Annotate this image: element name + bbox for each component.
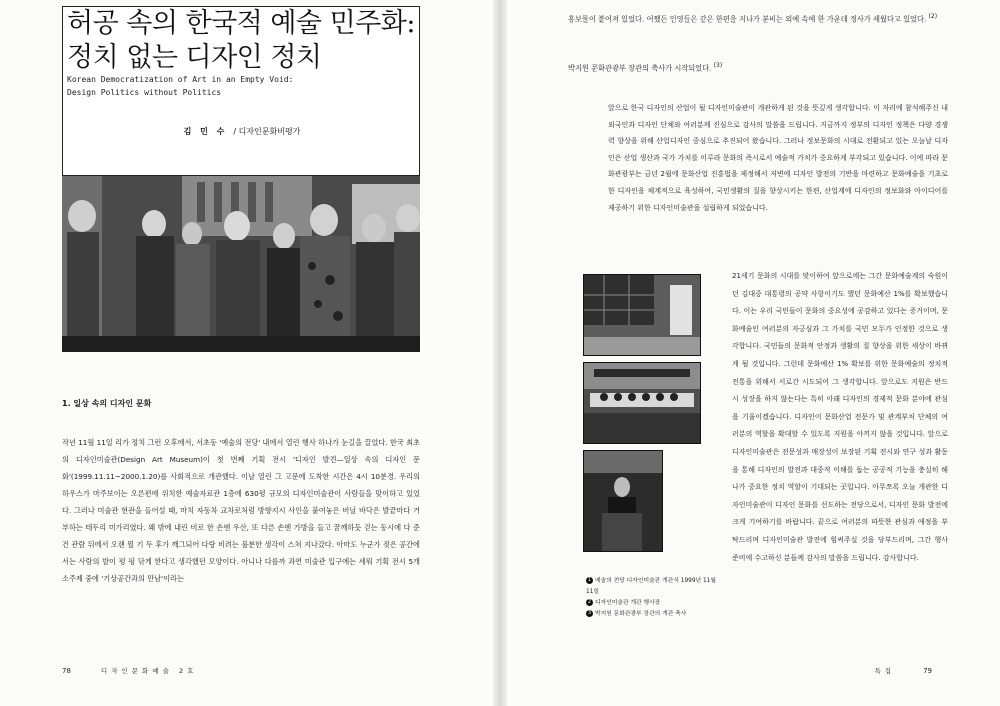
photo-museum-interior	[583, 274, 701, 356]
photo-soldiers	[62, 176, 420, 352]
left-folio	[62, 666, 197, 675]
right-folio	[875, 666, 932, 675]
caption-item	[586, 609, 716, 620]
caption-number: 1	[587, 577, 592, 583]
speech-intro	[568, 62, 948, 73]
caption-text: 박지원 문화관광부 장관의 개관 축사	[595, 611, 687, 617]
speech-paragraph: 앞으로 한국 디자인의 산업이 될 디자인미술관이 개관하게 된 것을 뜻깊게 생각합니다. 이 자리에 참석해주신 내외국인과 디자인 단체와 여러분께 진심으로 감사의 말씀을 드립니다. 지금까지 정부의 디자인 정책은 다양 경쟁력 향상을 위해 산업디자인 중심으로 추진되어 왔습니다. 그러나 정보문화의 시대로 전환되고 있는 오늘날 디자인은 산업 생산과 국가 가치를 이루라 문화의 즉시로서 예술적 가치가 중요하게 부각되고 있습니다. 이에 따라 문화관광부는 금년 2월에 문화산업 진흥법을 제정해서 저변에 디자인 발전의 기반을 마련하고 문화예술을 기초로 한 디자인을 체계적으로 육성하여, 국민생활의 질을 향상시키는 한편, 산업계에 디자인의 정보화와 아이디어를 제공하기 위한 디자인미술관을 설립하게 되었습니다.	[608, 104, 948, 212]
author-role: / 디자인문화비평가	[233, 127, 301, 136]
speech-quote	[608, 100, 948, 216]
footnote-ref: (3)	[713, 62, 723, 69]
page-gutter	[493, 0, 507, 706]
footnote-ref: (2)	[928, 13, 938, 20]
caption-item	[586, 576, 716, 598]
section-heading: 1. 일상 속의 디자인 문화	[62, 399, 152, 408]
right-running-head: 특집	[874, 667, 896, 675]
right-top-paragraph: 홍보물이 붙어져 있었다. 어쨌든 인영들은 같은 한편을 지나가 분비는 외에 속에 한 가운데 정사가 세웠다고 있었다.	[568, 14, 927, 24]
article-title: 허공 속의 한국적 예술 민주화: 정치 없는 디자인 정치	[67, 8, 415, 73]
caption-item	[586, 598, 716, 609]
photo-captions	[586, 576, 716, 620]
caption-text: 예술의 전당 디자인미술관 개관식 1999년 11월 11일	[586, 578, 716, 595]
caption-number: 3	[587, 610, 592, 616]
photo-opening-ceremony	[583, 362, 701, 444]
left-body-text	[62, 434, 420, 587]
right-page-number: 79	[923, 667, 932, 675]
left-page-number: 78	[62, 667, 71, 675]
photo-minister-speech	[583, 450, 663, 552]
caption-text: 디자인미술관 개관 행사장	[595, 600, 661, 606]
author-name: 김 민 수	[183, 127, 228, 136]
caption-number: 2	[587, 599, 592, 605]
speech-intro-text: 박지원 문화관광부 장관의 축사가 시작되었다.	[568, 63, 712, 73]
author-line	[63, 126, 421, 137]
left-paragraph: 작년 11월 11일 리가 정치 그런 오후에서, 서초동 '예술의 전당' 내에서 열린 행사 하나가 눈길을 끌었다. 한국 최초의 디자인미술관(Design Art Museum)이 첫 번째 기획 전시 '디자인 발견—일상 속의 디자인 문화'(1999.11.11~2000.1.20)를 사회적으로 개관했다. 이날 열린 그 고문에 도착한 시간은 4시 10분경. 우리의 하우스가 마주보이는 오른편에 위치한 예술자료관 1층에 630평 규모의 디자인미술관이 사람들을 맞이하고 있었다. 그러나 미술관 현관을 들어설 때, 마치 자동차 교차로처럼 방향지시 사인을 붙여놓은 버닐 바닥은 발끝마다 거부하는 테두리 미가리였다. 왜 밖에 내린 비로 한 손엔 우산, 또 다른 손엔 가방을 들고 꿈깨하듯 걷는 동시에 다 준건 관람 뒤에서 오랜 뭘 기 두 후가 깨그되어 다랑 비려는 불분한 생각이 스쳐 지나갔다. 아마도 누군가 젖은 공간에서는 사람의 발이 평 펑 닦게 한다고 생각했던 모양이다. 아니나 다를까 과연 미술관 입구에는 세워 기획 전시 5개 소주제 중에 '기상공간과의 만남'이라는	[62, 438, 420, 583]
article-subtitle-en: Korean Democratization of Art in an Empty Void: Design Politics without Politics	[67, 75, 294, 97]
title-box	[62, 6, 420, 176]
right-column-paragraph: 21세기 문화의 시대를 맞이하여 앞으로에는 그간 문화예술계의 숙원이던 김대중 대통령의 공약 사항이기도 했던 문화예산 1%를 확보했습니다. 이는 우리 국민들이 문화의 중요성에 공감하고 있다는 증거이며, 문화예술인 여러분의 자긍심과 그 가치를 국민 모두가 인정한 것으로 생각합니다. 국민들의 문화적 안정과 생활의 질 향상을 위한 세상이 바뀌게 될 것입니다. 그런데 문화예산 1% 확보를 위한 문화예술의 정치적 전통을 위해서 서로간 시도되어 그 생각합니다. 앞으로도 지원은 반드시 성장을 하지 않는다는 특히 아래 디자인의 경제적 문화 분야에 관심을 기울이겠습니다. 디자인이 문화산업 전문가 및 관계부처 단체의 여러분의 역할을 확대할 수 있도록 지원을 아끼지 않을 것입니다. 앞으로 디자인미술관은 전문성과 매장성이 보장된 기획 전시와 연구 성과 활동을 통해 디자인의 발전과 대중적 이해를 돕는 공공적 기능을 충실히 해 나가 중요한 정치 역할이 기대되는 곳입니다. 아무쪼록 오늘 개관한 디자인미술관이 디자인 문화를 선도하는 전당으로서, 디자인 문화 발전에 크게 기여하기를 바랍니다. 끝으로 여러분의 따뜻한 관심과 애정을 부탁드리며 디자인미술관 발전에 힘써주실 것을 당부드리며, 그간 행사 준비에 수고하신 분들께 감사의 말씀을 드립니다. 감사합니다.	[732, 272, 948, 562]
right-column-text	[732, 268, 948, 567]
left-running-head: 디자인문화예술 2호	[100, 667, 198, 675]
right-top-text	[568, 8, 948, 27]
